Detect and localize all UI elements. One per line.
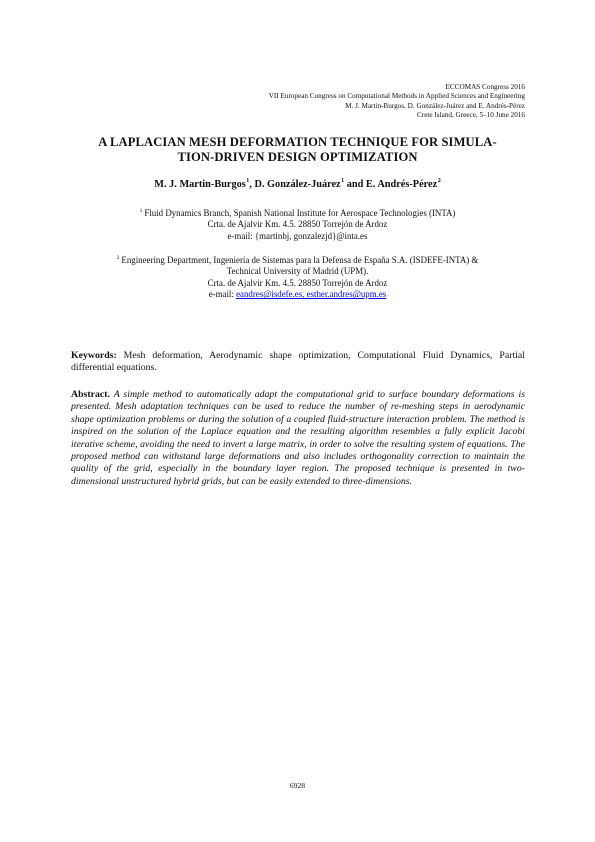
page-number: 6928: [289, 781, 306, 790]
author-separator: and: [344, 179, 366, 190]
affiliation-address: Crta. de Ajalvir Km. 4.5. 28850 Torrejón de Ardoz: [207, 219, 388, 230]
title-line: TION-DRIVEN DESIGN OPTIMIZATION: [177, 150, 418, 164]
affiliation-2: [60, 253, 535, 301]
abstract-label: Abstract.: [71, 389, 110, 400]
affiliation-name: Fluid Dynamics Branch, Spanish National Institute for Aerospace Technologies (INTA): [144, 208, 456, 218]
abstract-text: A simple method to automatically adapt the computational grid to surface boundary deformations is presented. Mesh adaptation techniques can be used to reduce the number of re-meshing steps in aerodynamic shape optimization problems or during the solution of a coupled fluid-structure interaction problem. The method is inspired on the solution of the Laplace equation and the resulting algorithm resembles a fully explicit Jacobi iterative scheme, avoiding the need to invert a large matrix, in order to solve the resulting system of equations. The proposed method can withstand large deformations and also includes orthogonality correction to maintain the quality of the grid, especially in the boundary layer region. The proposed technique is presented in two-dimensional unstructured hybrid grids, but can be easily extended to three-dimensions.: [71, 389, 526, 487]
author-affiliation-mark: 1: [341, 178, 345, 184]
header-line: ECCOMAS Congress 2016: [445, 83, 525, 91]
running-header: [269, 83, 525, 120]
header-line: VII European Congress on Computational Methods in Applied Sciences and Engineering: [268, 92, 525, 101]
author-name: M. J. Martin-Burgos: [154, 179, 246, 190]
author-name: E. Andrés-Pérez: [365, 179, 438, 190]
affiliation-mark: 1: [139, 208, 143, 214]
affiliation-name-cont: Technical University of Madrid (UPM).: [226, 266, 369, 277]
email-prefix: e-mail:: [208, 289, 237, 300]
keywords-label: Keywords:: [71, 350, 117, 361]
header-line: M. J. Martin-Burgos, D. González-Juárez and E. Andrés-Pérez: [345, 101, 525, 110]
paper-title: [60, 135, 535, 165]
affiliation-address: Crta. de Ajalvir Km. 4.5. 28850 Torrejón de Ardoz: [207, 277, 388, 288]
author-separator: ,: [249, 179, 255, 190]
affiliation-name: Engineering Department, Ingeniería de Sistemas para la Defensa de España S.A. (ISDEFE-INTA) &: [121, 255, 479, 265]
affiliation-mark: 2: [116, 255, 120, 261]
affiliation-email: [60, 289, 535, 300]
header-line: Crete Island, Greece, 5–10 June 2016: [417, 110, 525, 119]
affiliation-1: [60, 206, 535, 242]
keywords-text: Mesh deformation, Aerodynamic shape optimization, Computational Fluid Dynamics, Partial differential equations.: [71, 350, 526, 374]
title-line: A LAPLACIAN MESH DEFORMATION TECHNIQUE FOR SIMULA-: [98, 135, 497, 149]
email-address: {martinbj, gonzalezjd}@inta.es: [254, 230, 368, 241]
affiliation-email: [60, 231, 535, 242]
author-list: [60, 178, 535, 190]
author-name: D. González-Juárez: [254, 179, 341, 190]
author-affiliation-mark: 2: [437, 178, 441, 184]
keywords: [71, 350, 525, 375]
author-affiliation-mark: 1: [246, 178, 250, 184]
abstract: [71, 389, 525, 488]
email-prefix: e-mail:: [227, 230, 255, 241]
email-link[interactable]: eandres@isdefe.es, esther.andres@upm.es: [236, 289, 387, 300]
